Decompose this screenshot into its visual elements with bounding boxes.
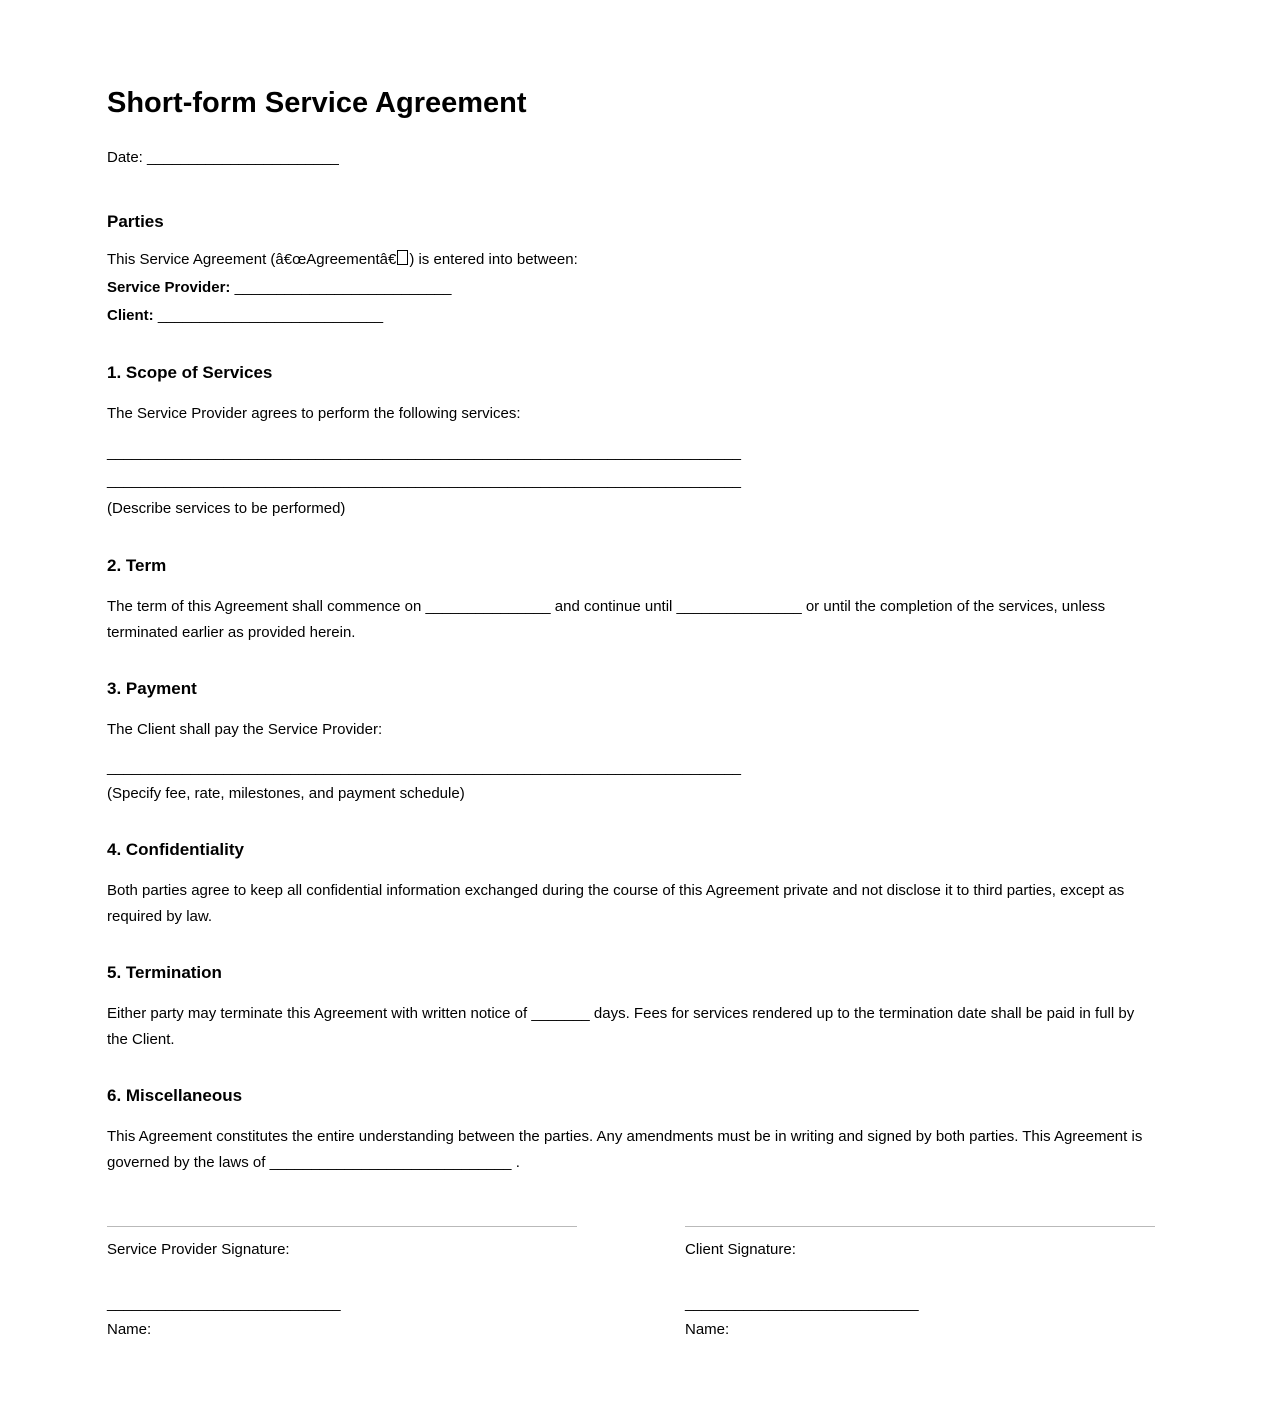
service-provider-name-label: Name: — [107, 1321, 152, 1338]
service-provider-signature-column — [107, 1226, 577, 1339]
payment-fill-in-line: ____________________________________________________________________________ — [107, 759, 742, 776]
parties-intro-before-replacement-char: This Service Agreement (â€œAgreementâ€ — [107, 251, 397, 268]
client-signature-column — [685, 1226, 1155, 1339]
document-title: Short-form Service Agreement — [107, 87, 527, 119]
confidentiality-heading: 4. Confidentiality — [107, 840, 244, 859]
confidentiality-body: Both parties agree to keep all confidential information exchanged during the course of this Agreement private and not disclose it to third parties, except as required by law. — [107, 882, 1125, 925]
term-heading: 2. Term — [107, 556, 167, 575]
payment-caption: (Specify fee, rate, milestones, and payment schedule) — [107, 785, 465, 802]
service-provider-signature-blank: ____________________________ — [107, 1295, 341, 1312]
scope-caption: (Describe services to be performed) — [107, 500, 346, 517]
termination-body: Either party may terminate this Agreement with written notice of _______ days. Fees for services rendered up to the termination date shall be paid in full by the Client. — [107, 1005, 1135, 1048]
service-provider-signature-label: Service Provider Signature: — [107, 1241, 290, 1258]
parties-block — [107, 246, 1155, 330]
signature-section — [107, 1226, 1155, 1339]
scope-fill-in-line-1: ____________________________________________________________________________ — [107, 444, 742, 461]
parties-intro-after-replacement-char: ) is entered into between: — [409, 251, 578, 268]
miscellaneous-body: This Agreement constitutes the entire understanding between the parties. Any amendments must be in writing and signed by both parties. This Agreement is governed by the laws of _____________________________ . — [107, 1128, 1143, 1171]
parties-heading: Parties — [107, 212, 164, 231]
replacement-character-box-icon — [397, 250, 408, 265]
service-provider-fill-in-blank: __________________________ — [234, 279, 452, 296]
termination-heading: 5. Termination — [107, 963, 222, 982]
client-label: Client: — [107, 307, 154, 324]
miscellaneous-heading: 6. Miscellaneous — [107, 1086, 243, 1105]
client-name-label: Name: — [685, 1321, 730, 1338]
scope-blank-lines — [107, 439, 1155, 523]
client-fill-in-blank: ___________________________ — [157, 307, 384, 324]
payment-intro: The Client shall pay the Service Provider: — [107, 721, 383, 738]
scope-fill-in-line-2: ____________________________________________________________________________ — [107, 472, 742, 489]
date-fill-in-line: Date: _______________________ — [107, 149, 339, 166]
client-signature-label: Client Signature: — [685, 1241, 796, 1258]
payment-heading: 3. Payment — [107, 679, 197, 698]
service-provider-label: Service Provider: — [107, 279, 231, 296]
client-signature-blank: ____________________________ — [685, 1295, 919, 1312]
scope-heading: 1. Scope of Services — [107, 363, 273, 382]
term-body: The term of this Agreement shall commence on _______________ and continue until _______________ or until the completion of the services, unless terminated earlier as provided herein. — [107, 598, 1106, 641]
scope-intro: The Service Provider agrees to perform the following services: — [107, 405, 521, 422]
agreement-document — [107, 0, 1155, 1339]
payment-blank-lines — [107, 755, 1155, 807]
